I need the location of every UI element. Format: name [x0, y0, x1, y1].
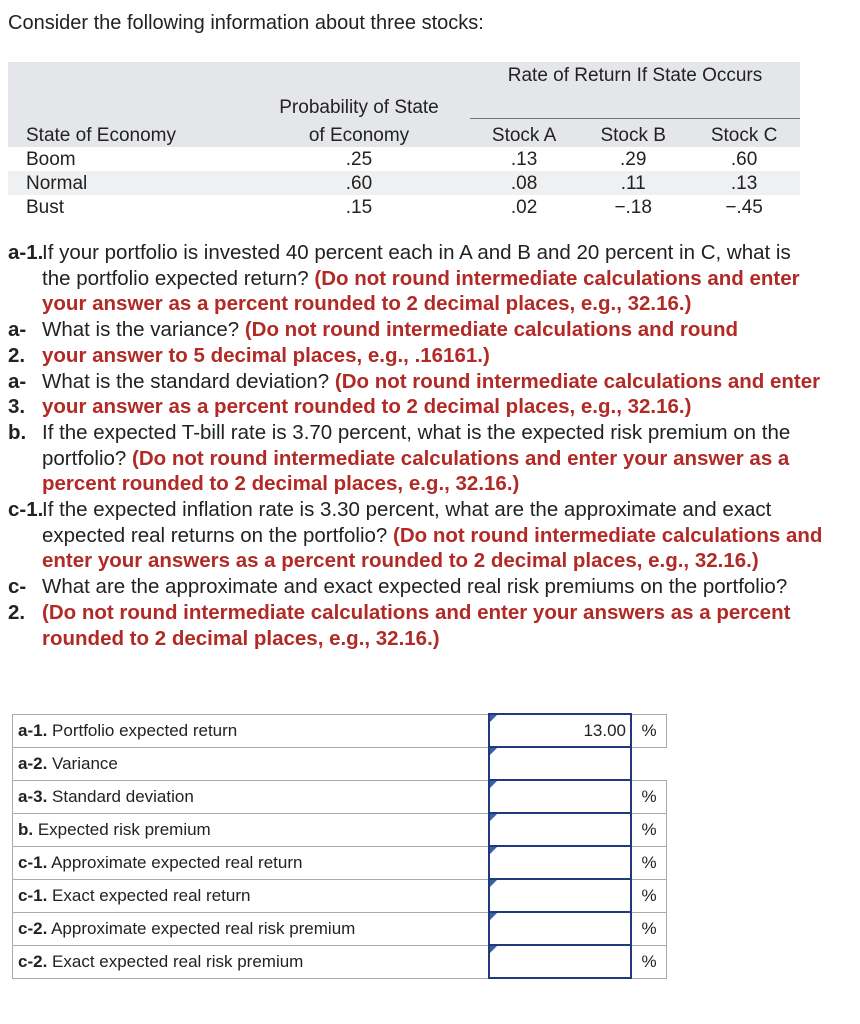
answer-row	[13, 846, 667, 879]
header-divider	[470, 90, 800, 119]
question-a2: a- 2. What is the variance? (Do not round intermediate calculations and round your answer to 5 decimal places, e.g., .16161.)	[8, 318, 738, 367]
question-c1: c-1. If the expected inflation rate is 3.30 percent, what are the approximate and exact expected real returns on the portfolio? (Do not round intermediate calculations and enter your answers as a percent rounded to 2 decimal places, e.g., 32.16.)	[8, 498, 823, 573]
group-header: Rate of Return If State Occurs	[470, 62, 800, 90]
stock-c-header: Stock C	[688, 119, 800, 148]
answer-row	[13, 945, 667, 978]
stock-a-header: Stock A	[470, 119, 578, 148]
stock-returns-table	[8, 62, 800, 219]
answer-table	[12, 713, 667, 979]
answer-row	[13, 912, 667, 945]
answer-label: c-1. Exact expected real return	[13, 879, 490, 912]
answer-input[interactable]	[489, 879, 631, 912]
answer-input[interactable]	[489, 780, 631, 813]
prob-header-line2: of Economy	[248, 119, 470, 148]
answer-input[interactable]	[489, 846, 631, 879]
answer-label: a-1. Portfolio expected return	[13, 714, 490, 747]
input-marker-icon	[490, 847, 497, 854]
question-a3: a- 3. What is the standard deviation? (Do not round intermediate calculations and enter your answer as a percent rounded to 2 decimal places, e.g., 32.16.)	[8, 369, 821, 419]
answer-row	[13, 714, 667, 747]
questions	[8, 240, 860, 651]
answer-row	[13, 879, 667, 912]
answer-label: c-1. Approximate expected real return	[13, 846, 490, 879]
intro-text: Consider the following information about three stocks:	[8, 12, 484, 34]
answer-unit: %	[631, 780, 667, 813]
answer-row	[13, 780, 667, 813]
answer-unit: %	[631, 714, 667, 747]
table-row: Normal .60 .08 .11 .13	[8, 171, 800, 195]
answer-unit: %	[631, 813, 667, 846]
question-c2: c- 2. What are the approximate and exact expected real risk premiums on the portfolio? (Do not round intermediate calculations and enter your answers as a percent rounded to 2 decimal places, e.g., 32.16.)	[8, 575, 791, 650]
answer-label: c-2. Exact expected real risk premium	[13, 945, 490, 978]
input-marker-icon	[490, 946, 497, 953]
answer-unit	[631, 747, 667, 780]
answer-row	[13, 747, 667, 780]
answer-label: b. Expected risk premium	[13, 813, 490, 846]
stock-b-header: Stock B	[578, 119, 688, 148]
answer-label: a-2. Variance	[13, 747, 490, 780]
input-marker-icon	[490, 781, 497, 788]
table-row: Boom .25 .13 .29 .60	[26, 149, 758, 170]
prob-header-line1: Probability of State	[248, 90, 470, 119]
answer-unit: %	[631, 879, 667, 912]
input-marker-icon	[490, 715, 497, 722]
answer-input[interactable]	[489, 912, 631, 945]
answer-unit: %	[631, 912, 667, 945]
question-a1: a-1. If your portfolio is invested 40 percent each in A and B and 20 percent in C, what is the portfolio expected return? (Do not round intermediate calculations and enter your answer as a percent rounded to 2 decimal places, e.g., 32.16.)	[8, 241, 800, 316]
state-header: State of Economy	[8, 119, 248, 148]
answer-label: c-2. Approximate expected real risk premium	[13, 912, 490, 945]
answer-input[interactable]	[489, 813, 631, 846]
question-b: b. If the expected T-bill rate is 3.70 percent, what is the expected risk premium on the portfolio? (Do not round intermediate calculations and enter your answer as a percent rounded to 2 decimal places, e.g., 32.16.)	[8, 420, 791, 496]
answer-row	[13, 813, 667, 846]
input-marker-icon	[490, 814, 497, 821]
answer-input[interactable]	[489, 747, 631, 780]
answer-input[interactable]	[489, 945, 631, 978]
answer-label: a-3. Standard deviation	[13, 780, 490, 813]
table-row: Bust .15 .02 −.18 −.45	[26, 197, 763, 218]
answer-unit: %	[631, 846, 667, 879]
input-marker-icon	[490, 748, 497, 755]
input-marker-icon	[490, 880, 497, 887]
answer-input[interactable]: 13.00	[489, 714, 631, 747]
input-marker-icon	[490, 913, 497, 920]
answer-unit: %	[631, 945, 667, 978]
